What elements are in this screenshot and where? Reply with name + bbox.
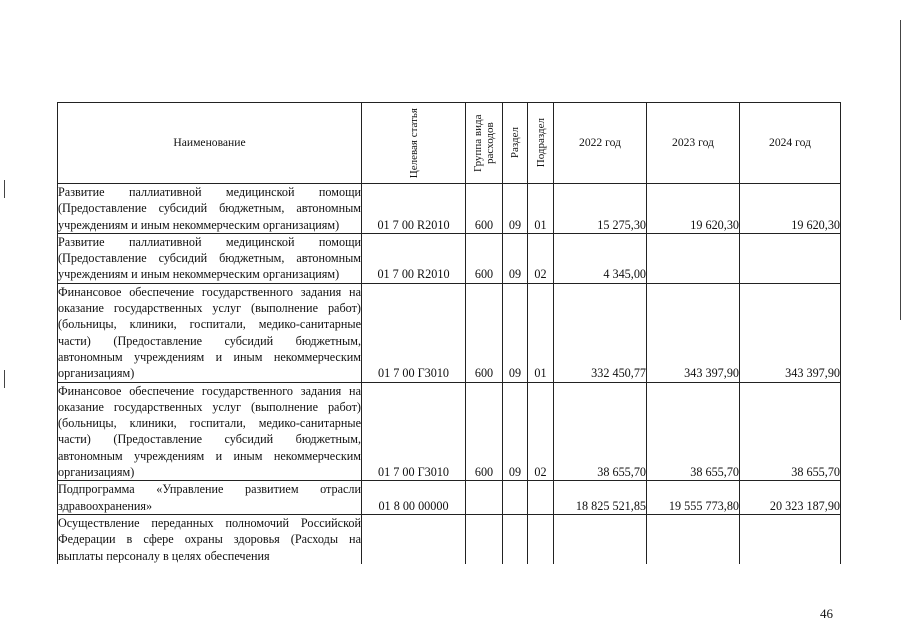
table-row xyxy=(58,382,841,481)
header-2022: 2022 год xyxy=(554,103,647,184)
row-subsection xyxy=(528,514,554,563)
row-2022: 15 275,30 xyxy=(554,184,647,234)
row-section: 09 xyxy=(503,382,528,481)
row-name: Финансовое обеспечение государственного задания на оказание государственных услуг (выполнение работ) (больницы, клиники, госпитали, медико-санитарные части) (Предоставление субсидий бюджетным, автономным учреждениям и иным некоммерческим организациям) xyxy=(58,383,361,480)
table-row xyxy=(58,481,841,515)
row-2024: 20 323 187,90 xyxy=(740,481,841,515)
row-group: 600 xyxy=(466,382,503,481)
row-section: 09 xyxy=(503,233,528,283)
row-target: 01 7 00 R2010 xyxy=(362,184,466,234)
row-group: 600 xyxy=(466,283,503,382)
row-group: 600 xyxy=(466,184,503,234)
table-row xyxy=(58,283,841,382)
row-2023: 19 620,30 xyxy=(647,184,740,234)
row-2022: 38 655,70 xyxy=(554,382,647,481)
row-target xyxy=(362,514,466,563)
row-section xyxy=(503,514,528,563)
row-section: 09 xyxy=(503,184,528,234)
row-2023: 343 397,90 xyxy=(647,283,740,382)
row-2022: 4 345,00 xyxy=(554,233,647,283)
row-subsection: 01 xyxy=(528,184,554,234)
header-subsection: Подраздел xyxy=(528,103,554,184)
budget-table xyxy=(57,102,841,564)
scan-edge-mark-left-2 xyxy=(4,370,5,388)
row-2023: 19 555 773,80 xyxy=(647,481,740,515)
row-2024 xyxy=(740,233,841,283)
row-group xyxy=(466,481,503,515)
row-2022: 332 450,77 xyxy=(554,283,647,382)
table-header-row xyxy=(58,103,841,184)
row-2022 xyxy=(554,514,647,563)
row-target: 01 7 00 R2010 xyxy=(362,233,466,283)
row-name: Финансовое обеспечение государственного задания на оказание государственных услуг (выполнение работ) (больницы, клиники, госпитали, медико-санитарные части) (Предоставление субсидий бюджетным, автономным учреждениям и иным некоммерческим организациям) xyxy=(58,284,361,381)
header-expense-group: Группа вида расходов xyxy=(466,103,503,184)
row-subsection: 01 xyxy=(528,283,554,382)
row-2024: 19 620,30 xyxy=(740,184,841,234)
row-section xyxy=(503,481,528,515)
row-2024: 38 655,70 xyxy=(740,382,841,481)
row-name: Развитие паллиативной медицинской помощи (Предоставление субсидий бюджетным, автономным учреждениям и иным некоммерческим организациям) xyxy=(58,234,361,282)
row-2023 xyxy=(647,233,740,283)
row-target: 01 8 00 00000 xyxy=(362,481,466,515)
header-name: Наименование xyxy=(58,103,362,184)
row-group: 600 xyxy=(466,233,503,283)
table-row xyxy=(58,233,841,283)
row-subsection: 02 xyxy=(528,233,554,283)
scan-edge-mark-left xyxy=(4,180,5,198)
row-target: 01 7 00 Г3010 xyxy=(362,283,466,382)
row-target: 01 7 00 Г3010 xyxy=(362,382,466,481)
row-section: 09 xyxy=(503,283,528,382)
scan-edge-mark-right xyxy=(900,20,901,320)
row-2023: 38 655,70 xyxy=(647,382,740,481)
row-name: Подпрограмма «Управление развитием отрасли здравоохранения» xyxy=(58,482,361,513)
row-2024 xyxy=(740,514,841,563)
row-2024: 343 397,90 xyxy=(740,283,841,382)
row-subsection xyxy=(528,481,554,515)
header-section: Раздел xyxy=(503,103,528,184)
header-2024: 2024 год xyxy=(740,103,841,184)
row-name: Осуществление переданных полномочий Российской Федерации в сфере охраны здоровья (Расходы на выплаты персоналу в целях обеспечения xyxy=(58,515,361,563)
header-target-article: Целевая статья xyxy=(362,103,466,184)
table-row xyxy=(58,514,841,563)
row-2022: 18 825 521,85 xyxy=(554,481,647,515)
row-group xyxy=(466,514,503,563)
page-number: 46 xyxy=(820,606,833,621)
row-2023 xyxy=(647,514,740,563)
table-row xyxy=(58,184,841,234)
row-name: Развитие паллиативной медицинской помощи (Предоставление субсидий бюджетным, автономным учреждениям и иным некоммерческим организациям) xyxy=(58,185,361,232)
header-2023: 2023 год xyxy=(647,103,740,184)
row-subsection: 02 xyxy=(528,382,554,481)
